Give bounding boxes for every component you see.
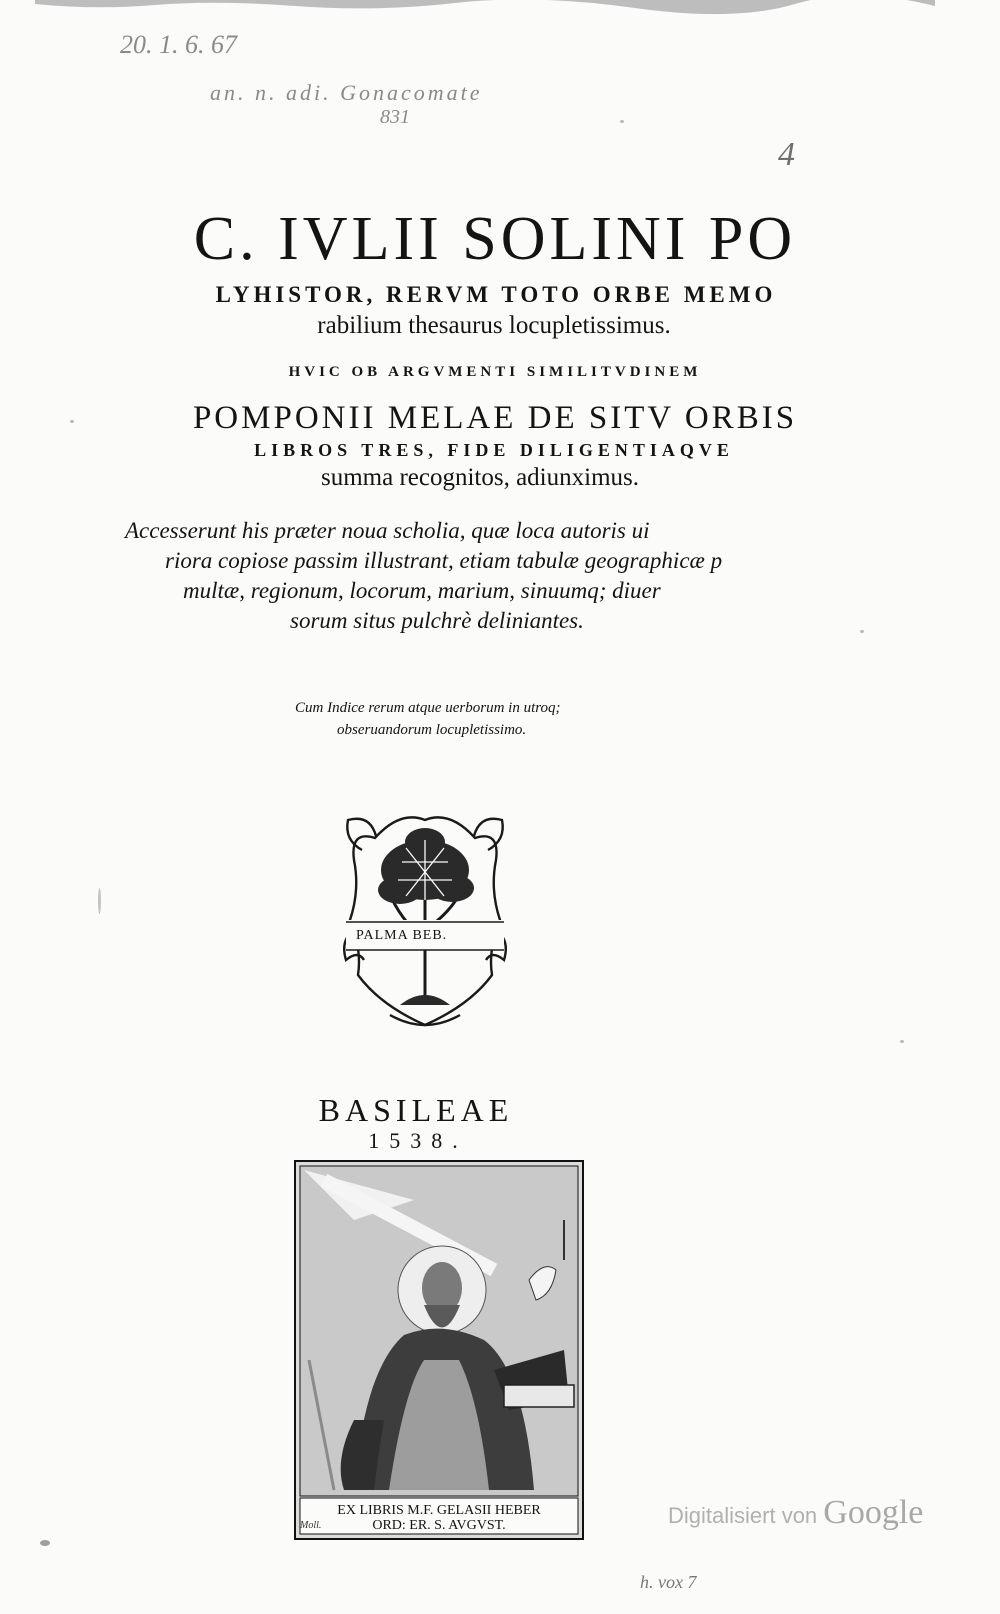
title-line-1: C. IVLII SOLINI PO <box>193 205 797 273</box>
top-edge-stain <box>35 0 935 16</box>
addendum-line-4: summa recognitos, adiunximus. <box>320 464 640 491</box>
title-line-3: rabilium thesaurus locupletissimus. <box>317 312 671 339</box>
printer-device-palm-tree <box>340 800 510 1032</box>
digitization-credit <box>668 1494 923 1532</box>
bookplate-line-2: ORD: ER. S. AVGVST. <box>372 1518 506 1533</box>
bookplate-line-1: EX LIBRIS M.F. GELASII HEBER <box>337 1503 541 1518</box>
paper-speck <box>620 120 624 123</box>
index-note-line-1: Cum Indice rerum atque uerborum in utroq; <box>295 700 561 716</box>
bookplate-engraving <box>294 1160 584 1540</box>
printer-motto: PALMA BEB. <box>356 928 448 943</box>
paper-speck <box>860 630 864 633</box>
handwritten-number: 831 <box>380 106 410 128</box>
title-line-2: LYHISTOR, RERVM TOTO ORBE MEMO <box>215 282 777 307</box>
paper-speck <box>40 1540 50 1546</box>
description-line-4: sorum situs pulchrè deliniantes. <box>290 608 584 633</box>
imprint-year: 1538. <box>368 1128 468 1153</box>
handwritten-shelf-mark: 20. 1. 6. 67 <box>120 30 237 59</box>
imprint-city: BASILEAE <box>318 1092 514 1128</box>
handwritten-note: an. n. adi. Gonacomate <box>210 80 483 105</box>
description-line-2: riora copiose passim illustrant, etiam tabulæ geographicæ p <box>165 548 723 573</box>
paper-speck <box>900 1040 904 1043</box>
index-note-line-2: obseruandorum locupletissimo. <box>337 722 527 738</box>
google-logo: Google <box>823 1494 924 1531</box>
handwritten-corner-mark: 4 <box>778 136 795 173</box>
bookplate-engraver-mark: Moll. <box>300 1520 322 1531</box>
paper-speck <box>98 888 101 914</box>
description-line-3: multæ, regionum, locorum, marium, sinuumq; diuer <box>183 578 661 603</box>
addendum-line-1: HVIC OB ARGVMENTI SIMILITVDINEM <box>288 364 702 380</box>
description-line-1: Accesserunt his præter noua scholia, quæ loca autoris ui <box>125 518 650 543</box>
addendum-line-2: POMPONII MELAE DE SITV ORBIS <box>192 400 798 436</box>
addendum-line-3: LIBROS TRES, FIDE DILIGENTIAQVE <box>254 440 734 460</box>
digitization-credit-prefix: Digitalisiert von <box>668 1503 818 1528</box>
handwritten-bottom-note: h. vox 7 <box>640 1572 697 1592</box>
paper-speck <box>70 420 74 423</box>
